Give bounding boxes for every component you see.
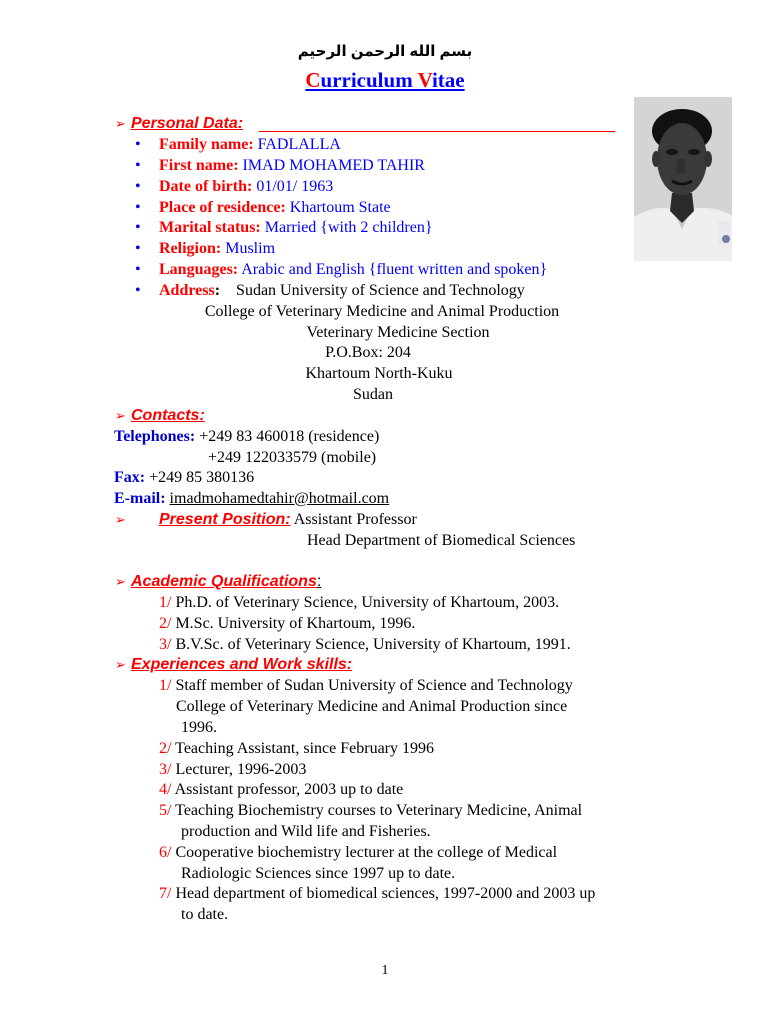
religion-label: Religion: — [159, 240, 222, 257]
page-number: 1 — [381, 963, 389, 978]
telephone-residence: +249 83 460018 (residence) — [199, 428, 380, 445]
fax-label: Fax: — [114, 469, 146, 486]
experience-item — [159, 884, 595, 904]
address-label: Address — [159, 282, 215, 299]
item-text-continued: to date. — [181, 906, 229, 923]
first-name-value: IMAD MOHAMED TAHIR — [242, 157, 425, 174]
item-number: 1/ — [159, 677, 172, 694]
academic-item — [159, 614, 415, 634]
item-text: M.Sc. University of Khartoum, 1996. — [175, 615, 416, 632]
residence-value: Khartoum State — [289, 199, 391, 216]
family-name-row — [159, 135, 341, 155]
marital-value: Married {with 2 children} — [264, 219, 433, 236]
item-text: Cooperative biochemistry lecturer at the college of Medical — [175, 844, 558, 861]
section-experiences — [115, 655, 352, 675]
bullet-icon: • — [135, 240, 141, 257]
residence-row — [159, 198, 391, 218]
religion-row — [159, 239, 275, 259]
title-letter-c: C — [305, 68, 321, 92]
bullet-icon: • — [135, 261, 141, 278]
arrow-bullet-icon: ➢ — [115, 574, 126, 589]
first-name-row — [159, 156, 425, 176]
experience-item — [159, 801, 582, 821]
item-text: Teaching Assistant, since February 1996 — [175, 740, 434, 757]
email-link[interactable]: imadmohamedtahir@hotmail.com — [169, 490, 390, 507]
experience-item — [159, 780, 403, 800]
fax-value: +249 85 380136 — [149, 469, 255, 486]
experience-item — [159, 676, 573, 696]
bullet-icon: • — [135, 157, 141, 174]
academic-heading-colon: : — [316, 573, 322, 590]
dob-value: 01/01/ 1963 — [256, 178, 334, 195]
item-text: Ph.D. of Veterinary Science, University of Khartoum, 2003. — [175, 594, 560, 611]
first-name-label: First name: — [159, 157, 239, 174]
item-number: 5/ — [159, 802, 172, 819]
section-contacts — [115, 406, 205, 426]
address-line-1: Sudan University of Science and Technology — [236, 282, 525, 299]
experience-item — [159, 760, 306, 780]
religion-value: Muslim — [225, 240, 276, 257]
bullet-icon: • — [135, 178, 141, 195]
heading-underline — [259, 131, 615, 132]
item-number: 4/ — [159, 781, 172, 798]
present-position-heading: Present Position: — [159, 511, 291, 528]
telephone-row — [114, 427, 379, 447]
experiences-heading: Experiences and Work skills: — [131, 656, 353, 673]
item-text: Staff member of Sudan University of Science and Technology — [175, 677, 573, 694]
item-number: 2/ — [159, 615, 172, 632]
arrow-bullet-icon: ➢ — [115, 512, 126, 527]
item-number: 6/ — [159, 844, 172, 861]
bullet-icon: • — [135, 136, 141, 153]
academic-item — [159, 593, 559, 613]
item-text-continued: College of Veterinary Medicine and Animal Production since — [176, 698, 568, 715]
section-academic — [115, 572, 321, 592]
portrait-image — [634, 97, 732, 261]
residence-label: Place of residence: — [159, 199, 286, 216]
item-text: Teaching Biochemistry courses to Veterinary Medicine, Animal — [175, 802, 583, 819]
item-text: Head department of biomedical sciences, 1997-2000 and 2003 up — [175, 885, 596, 902]
item-text: Lecturer, 1996-2003 — [175, 761, 307, 778]
marital-label: Marital status: — [159, 219, 261, 236]
address-line-6: Sudan — [353, 386, 393, 403]
title-letter-v: V — [417, 68, 432, 92]
bullet-icon: • — [135, 199, 141, 216]
arrow-bullet-icon: ➢ — [115, 116, 126, 131]
address-line-2: College of Veterinary Medicine and Animal Production — [204, 303, 560, 320]
item-text: Assistant professor, 2003 up to date — [174, 781, 404, 798]
address-row — [159, 281, 525, 301]
item-number: 3/ — [159, 761, 172, 778]
arrow-bullet-icon: ➢ — [115, 408, 126, 423]
title-part-end: itae — [431, 68, 465, 92]
title-part: urriculum — [320, 68, 418, 92]
address-line-5: Khartoum North-Kuku — [305, 365, 453, 382]
position-title: Assistant Professor — [293, 511, 417, 528]
experience-item — [159, 739, 434, 759]
family-name-value: FADLALLA — [257, 136, 341, 153]
email-row — [114, 489, 389, 509]
personal-data-heading: Personal Data: — [131, 115, 244, 132]
email-label: E-mail: — [114, 490, 166, 507]
fax-row — [114, 468, 254, 488]
section-personal-data — [115, 114, 243, 134]
dob-label: Date of birth: — [159, 178, 253, 195]
telephone-mobile: +249 122033579 (mobile) — [208, 449, 377, 466]
bismillah-heading: بسم الله الرحمن الرحيم — [297, 43, 473, 60]
item-number: 1/ — [159, 594, 172, 611]
bullet-icon: • — [135, 219, 141, 236]
experience-item — [159, 843, 557, 863]
dob-row — [159, 177, 333, 197]
languages-row — [159, 260, 547, 280]
item-text: B.V.Sc. of Veterinary Science, University of Khartoum, 1991. — [175, 636, 571, 653]
telephone-label: Telephones: — [114, 428, 196, 445]
academic-heading: Academic Qualifications — [131, 573, 317, 590]
item-text-continued: production and Wild life and Fisheries. — [181, 823, 431, 840]
item-number: 2/ — [159, 740, 172, 757]
contacts-heading: Contacts: — [131, 407, 205, 424]
languages-value: Arabic and English {fluent written and spoken} — [241, 261, 548, 278]
item-number: 7/ — [159, 885, 172, 902]
item-number: 3/ — [159, 636, 172, 653]
languages-label: Languages: — [159, 261, 239, 278]
marital-row — [159, 218, 433, 238]
arrow-bullet-icon: ➢ — [115, 657, 126, 672]
profile-photo — [634, 97, 732, 261]
address-line-3: Veterinary Medicine Section — [306, 324, 490, 341]
family-name-label: Family name: — [159, 136, 254, 153]
address-line-4: P.O.Box: 204 — [325, 344, 411, 361]
page-title — [0, 67, 770, 93]
section-present-position — [115, 510, 417, 530]
position-department: Head Department of Biomedical Sciences — [307, 532, 576, 549]
academic-item — [159, 635, 571, 655]
bullet-icon: • — [135, 282, 141, 299]
item-text-continued: 1996. — [181, 719, 217, 736]
item-text-continued: Radiologic Sciences since 1997 up to date. — [181, 865, 456, 882]
address-colon: : — [214, 282, 221, 299]
